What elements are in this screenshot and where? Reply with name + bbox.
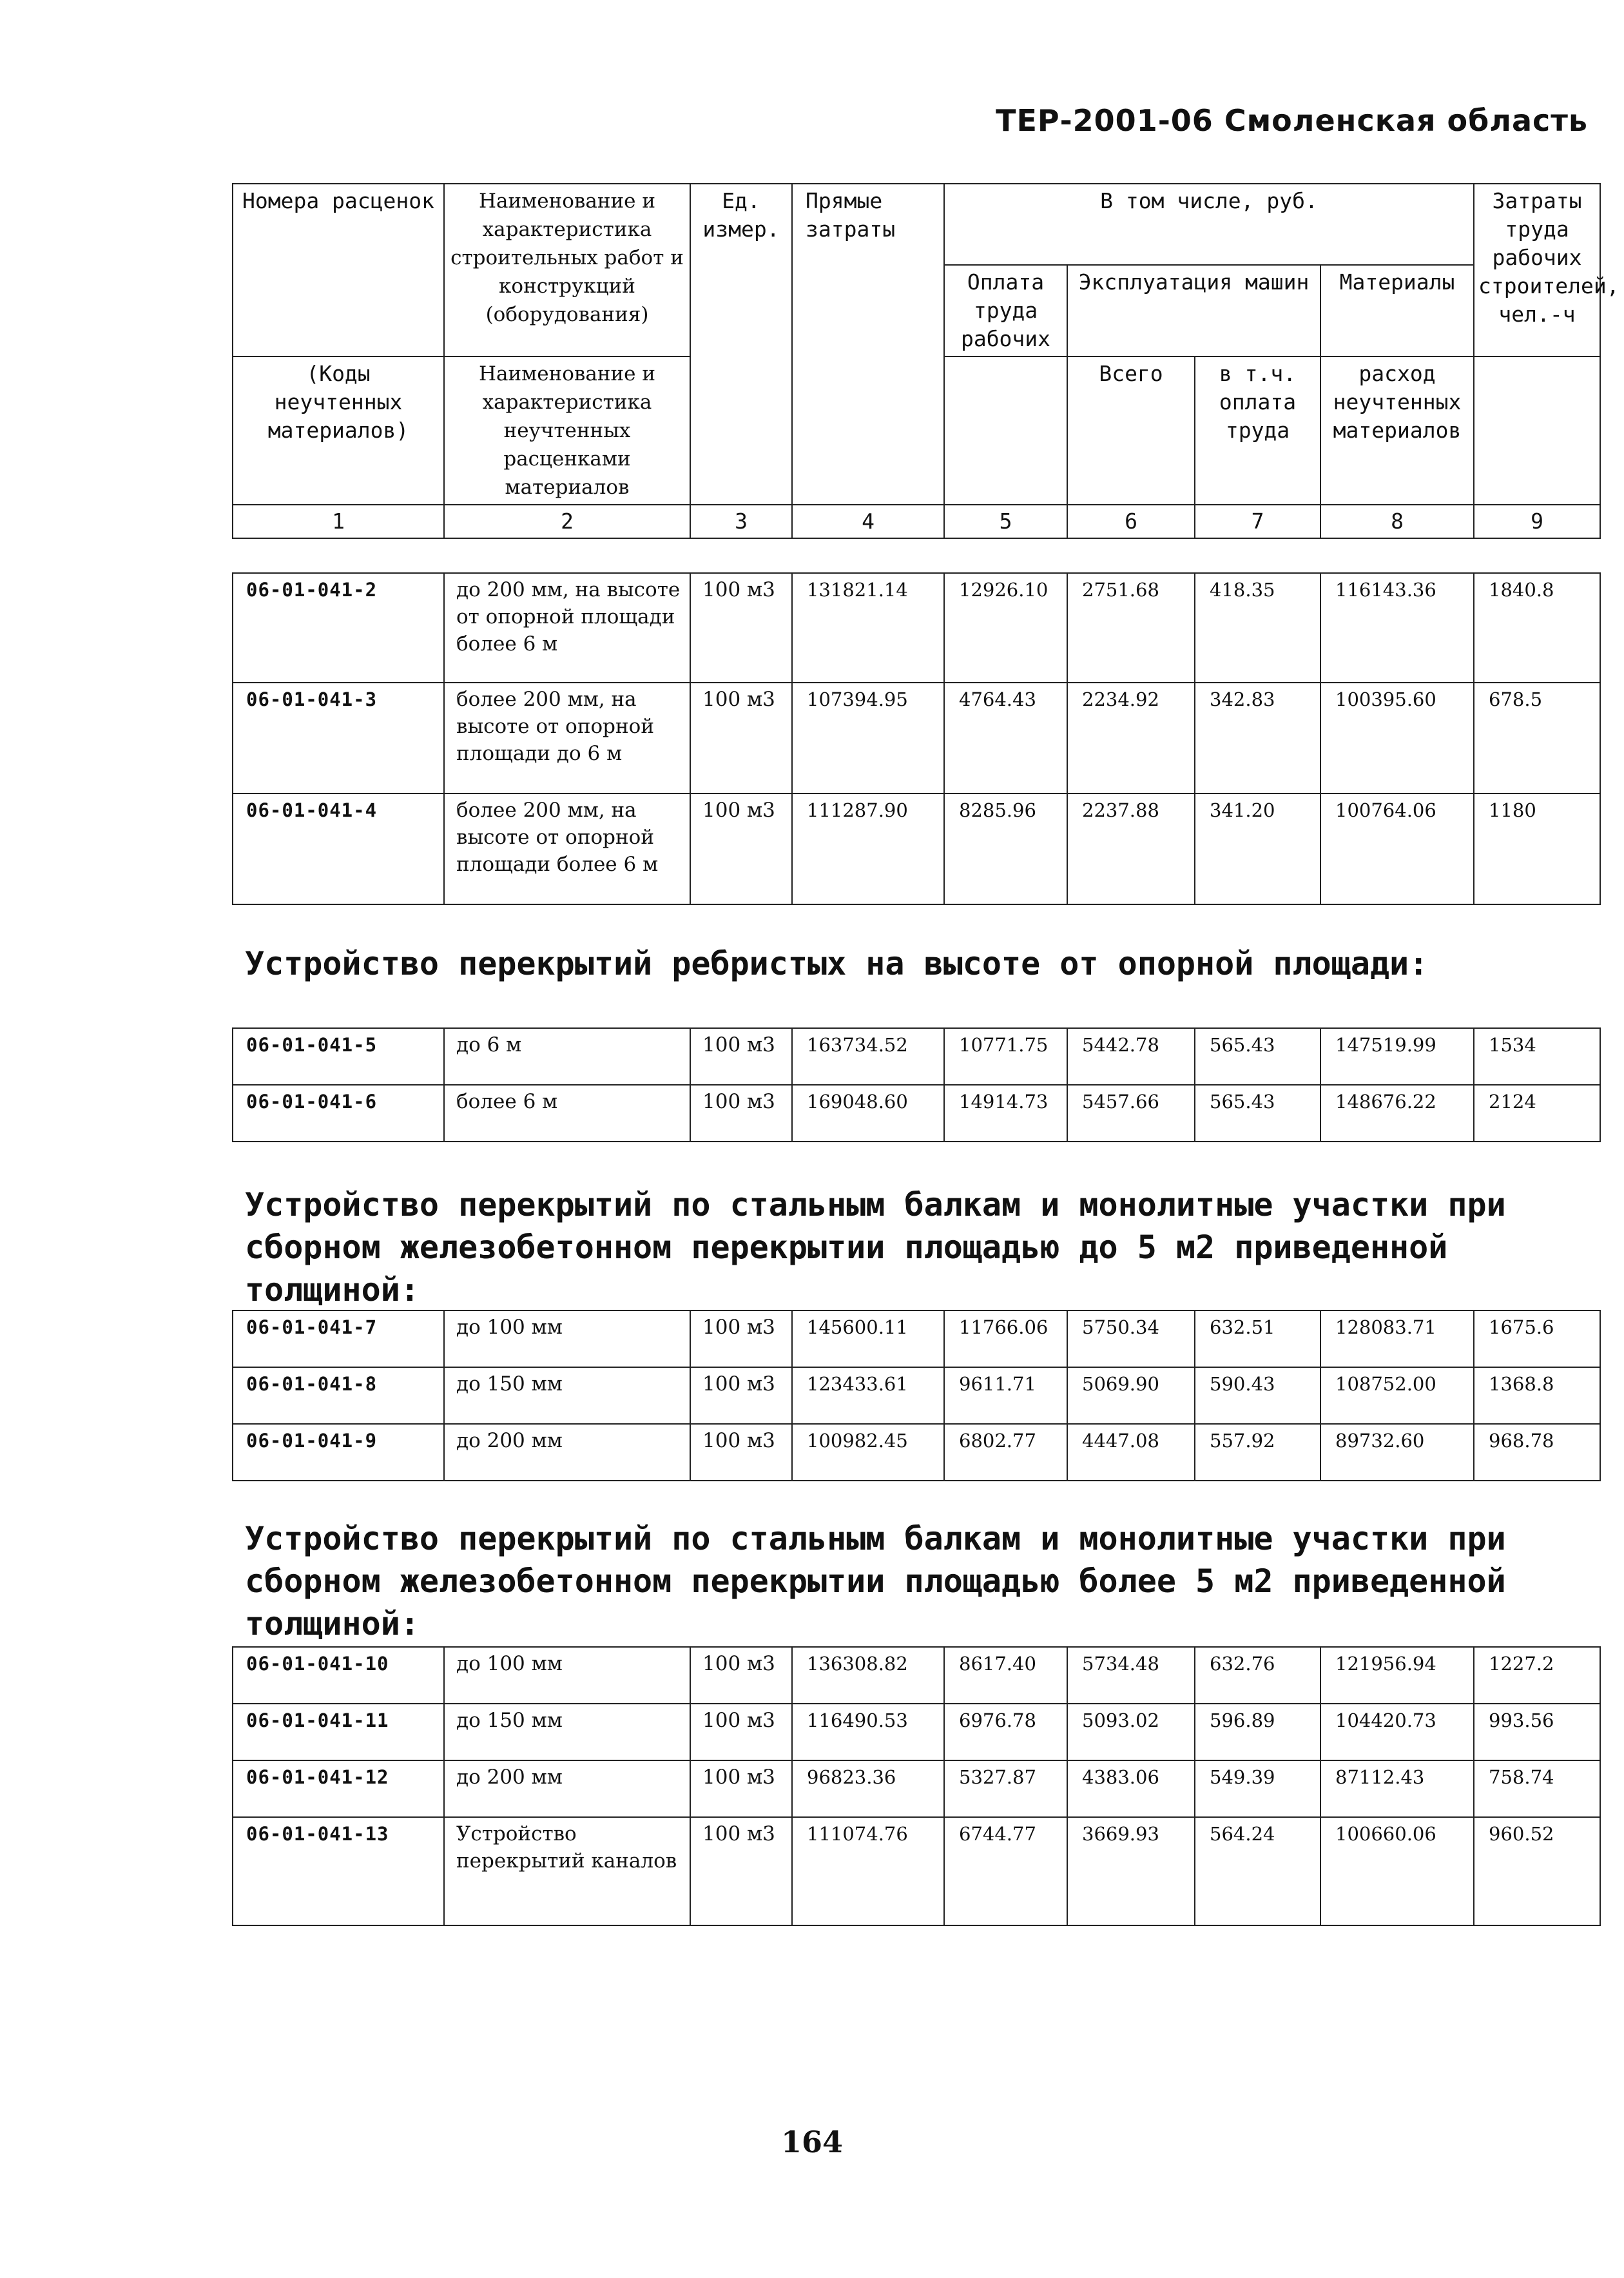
materials: 128083.71 bbox=[1320, 1310, 1474, 1367]
worker-pay: 10771.75 bbox=[944, 1028, 1067, 1085]
work-name: до 6 м bbox=[444, 1028, 690, 1085]
header-unaccounted-materials: Наименование и характеристика неучтенных расценками материалов bbox=[444, 356, 690, 505]
worker-pay: 12926.10 bbox=[944, 573, 1067, 683]
column-number: 6 bbox=[1067, 505, 1195, 538]
machines-total: 5442.78 bbox=[1067, 1028, 1195, 1085]
materials: 89732.60 bbox=[1320, 1424, 1474, 1481]
work-name: до 200 мм bbox=[444, 1424, 690, 1481]
rates-table bbox=[232, 1646, 1601, 1926]
table-row bbox=[233, 1028, 1600, 1085]
materials: 100660.06 bbox=[1320, 1817, 1474, 1925]
column-number: 3 bbox=[690, 505, 792, 538]
column-number: 1 bbox=[233, 505, 444, 538]
machines-total: 4383.06 bbox=[1067, 1760, 1195, 1817]
rate-code: 06-01-041-12 bbox=[233, 1760, 444, 1817]
header-labor-hours: Затраты труда рабочих строителей, чел.-ч bbox=[1474, 184, 1600, 356]
unit: 100 м3 bbox=[690, 683, 792, 793]
direct-costs: 136308.82 bbox=[792, 1647, 944, 1704]
table-row bbox=[233, 1367, 1600, 1424]
direct-costs: 116490.53 bbox=[792, 1704, 944, 1760]
unit: 100 м3 bbox=[690, 1028, 792, 1085]
machines-labor: 564.24 bbox=[1195, 1817, 1320, 1925]
machines-labor: 557.92 bbox=[1195, 1424, 1320, 1481]
header-machines-total: Всего bbox=[1067, 356, 1195, 505]
worker-pay: 8617.40 bbox=[944, 1647, 1067, 1704]
header-machines-labor: в т.ч. оплата труда bbox=[1195, 356, 1320, 505]
rates-table bbox=[232, 1027, 1601, 1142]
table-row bbox=[233, 793, 1600, 904]
column-number: 2 bbox=[444, 505, 690, 538]
unit: 100 м3 bbox=[690, 1647, 792, 1704]
rate-code: 06-01-041-10 bbox=[233, 1647, 444, 1704]
rate-code: 06-01-041-5 bbox=[233, 1028, 444, 1085]
direct-costs: 123433.61 bbox=[792, 1367, 944, 1424]
header-including-rub: В том числе, руб. bbox=[944, 184, 1474, 265]
labor-hours: 1534 bbox=[1474, 1028, 1600, 1085]
rate-code: 06-01-041-6 bbox=[233, 1085, 444, 1142]
worker-pay: 14914.73 bbox=[944, 1085, 1067, 1142]
work-name: до 100 мм bbox=[444, 1310, 690, 1367]
table-row bbox=[233, 1424, 1600, 1481]
header-empty-col9 bbox=[1474, 356, 1600, 505]
labor-hours: 1180 bbox=[1474, 793, 1600, 904]
column-number: 5 bbox=[944, 505, 1067, 538]
direct-costs: 145600.11 bbox=[792, 1310, 944, 1367]
machines-total: 5734.48 bbox=[1067, 1647, 1195, 1704]
machines-labor: 565.43 bbox=[1195, 1085, 1320, 1142]
unit: 100 м3 bbox=[690, 1085, 792, 1142]
work-name: более 200 мм, на высоте от опорной площади до 6 м bbox=[444, 683, 690, 793]
unit: 100 м3 bbox=[690, 1704, 792, 1760]
machines-labor: 341.20 bbox=[1195, 793, 1320, 904]
machines-labor: 590.43 bbox=[1195, 1367, 1320, 1424]
rate-code: 06-01-041-2 bbox=[233, 573, 444, 683]
header-empty-col5 bbox=[944, 356, 1067, 505]
materials: 108752.00 bbox=[1320, 1367, 1474, 1424]
header-material-codes: (Коды неучтенных материалов) bbox=[233, 356, 444, 505]
rate-code: 06-01-041-9 bbox=[233, 1424, 444, 1481]
worker-pay: 4764.43 bbox=[944, 683, 1067, 793]
materials: 100764.06 bbox=[1320, 793, 1474, 904]
direct-costs: 111074.76 bbox=[792, 1817, 944, 1925]
machines-total: 5750.34 bbox=[1067, 1310, 1195, 1367]
machines-labor: 418.35 bbox=[1195, 573, 1320, 683]
rates-table bbox=[232, 572, 1601, 905]
worker-pay: 6976.78 bbox=[944, 1704, 1067, 1760]
materials: 100395.60 bbox=[1320, 683, 1474, 793]
rate-code: 06-01-041-13 bbox=[233, 1817, 444, 1925]
machines-total: 2234.92 bbox=[1067, 683, 1195, 793]
materials: 87112.43 bbox=[1320, 1760, 1474, 1817]
section-title: Устройство перекрытий по стальным балкам и монолитные участки при сборном железобетонном перекрытии площадью более 5 м2 приведенной толщиной: bbox=[245, 1520, 1506, 1642]
machines-total: 2751.68 bbox=[1067, 573, 1195, 683]
table-row bbox=[233, 1817, 1600, 1925]
worker-pay: 11766.06 bbox=[944, 1310, 1067, 1367]
work-name: более 200 мм, на высоте от опорной площади более 6 м bbox=[444, 793, 690, 904]
header-worker-pay: Оплата труда рабочих bbox=[944, 265, 1067, 356]
machines-total: 5069.90 bbox=[1067, 1367, 1195, 1424]
rates-table bbox=[232, 1310, 1601, 1481]
rate-code: 06-01-041-8 bbox=[233, 1367, 444, 1424]
direct-costs: 107394.95 bbox=[792, 683, 944, 793]
worker-pay: 9611.71 bbox=[944, 1367, 1067, 1424]
unit: 100 м3 bbox=[690, 573, 792, 683]
table-row bbox=[233, 1310, 1600, 1367]
labor-hours: 758.74 bbox=[1474, 1760, 1600, 1817]
work-name: более 6 м bbox=[444, 1085, 690, 1142]
column-number: 8 bbox=[1320, 505, 1474, 538]
labor-hours: 678.5 bbox=[1474, 683, 1600, 793]
labor-hours: 993.56 bbox=[1474, 1704, 1600, 1760]
machines-labor: 549.39 bbox=[1195, 1760, 1320, 1817]
column-number: 9 bbox=[1474, 505, 1600, 538]
header-unit: Ед. измер. bbox=[690, 184, 792, 505]
direct-costs: 111287.90 bbox=[792, 793, 944, 904]
header-direct-costs: Прямые затраты bbox=[792, 184, 944, 505]
unit: 100 м3 bbox=[690, 1424, 792, 1481]
machines-total: 5093.02 bbox=[1067, 1704, 1195, 1760]
materials: 147519.99 bbox=[1320, 1028, 1474, 1085]
machines-labor: 632.51 bbox=[1195, 1310, 1320, 1367]
table-row bbox=[233, 1704, 1600, 1760]
labor-hours: 960.52 bbox=[1474, 1817, 1600, 1925]
labor-hours: 968.78 bbox=[1474, 1424, 1600, 1481]
rate-code: 06-01-041-3 bbox=[233, 683, 444, 793]
worker-pay: 8285.96 bbox=[944, 793, 1067, 904]
unit: 100 м3 bbox=[690, 1310, 792, 1367]
rate-code: 06-01-041-4 bbox=[233, 793, 444, 904]
materials: 148676.22 bbox=[1320, 1085, 1474, 1142]
machines-labor: 632.76 bbox=[1195, 1647, 1320, 1704]
header-materials: Материалы bbox=[1320, 265, 1474, 356]
materials: 116143.36 bbox=[1320, 573, 1474, 683]
header-work-name: Наименование и характеристика строительных работ и конструкций (оборудования) bbox=[444, 184, 690, 356]
section-title: Устройство перекрытий по стальным балкам и монолитные участки при сборном железобетонном перекрытии площадью до 5 м2 приведенной толщиной: bbox=[245, 1186, 1506, 1309]
machines-total: 4447.08 bbox=[1067, 1424, 1195, 1481]
worker-pay: 5327.87 bbox=[944, 1760, 1067, 1817]
rate-code: 06-01-041-7 bbox=[233, 1310, 444, 1367]
work-name: до 150 мм bbox=[444, 1367, 690, 1424]
column-header-table bbox=[232, 183, 1619, 539]
machines-labor: 596.89 bbox=[1195, 1704, 1320, 1760]
unit: 100 м3 bbox=[690, 1367, 792, 1424]
machines-labor: 342.83 bbox=[1195, 683, 1320, 793]
unit: 100 м3 bbox=[690, 1760, 792, 1817]
work-name: до 150 мм bbox=[444, 1704, 690, 1760]
work-name: до 200 мм bbox=[444, 1760, 690, 1817]
table-row bbox=[233, 1647, 1600, 1704]
worker-pay: 6802.77 bbox=[944, 1424, 1067, 1481]
work-name: до 100 мм bbox=[444, 1647, 690, 1704]
unit: 100 м3 bbox=[690, 793, 792, 904]
header-machine-operation: Эксплуатация машин bbox=[1067, 265, 1320, 356]
machines-total: 3669.93 bbox=[1067, 1817, 1195, 1925]
labor-hours: 1675.6 bbox=[1474, 1310, 1600, 1367]
page-header-title: ТЕР-2001-06 Смоленская область bbox=[996, 103, 1588, 138]
table-row bbox=[233, 1085, 1600, 1142]
labor-hours: 2124 bbox=[1474, 1085, 1600, 1142]
column-number: 4 bbox=[792, 505, 944, 538]
table-row bbox=[233, 683, 1600, 793]
rate-code: 06-01-041-11 bbox=[233, 1704, 444, 1760]
labor-hours: 1840.8 bbox=[1474, 573, 1600, 683]
materials: 121956.94 bbox=[1320, 1647, 1474, 1704]
direct-costs: 96823.36 bbox=[792, 1760, 944, 1817]
materials: 104420.73 bbox=[1320, 1704, 1474, 1760]
direct-costs: 131821.14 bbox=[792, 573, 944, 683]
machines-labor: 565.43 bbox=[1195, 1028, 1320, 1085]
machines-total: 2237.88 bbox=[1067, 793, 1195, 904]
worker-pay: 6744.77 bbox=[944, 1817, 1067, 1925]
page-number: 164 bbox=[780, 2125, 844, 2159]
column-number: 7 bbox=[1195, 505, 1320, 538]
header-rate-numbers: Номера расценок bbox=[233, 184, 444, 356]
header-materials-consumption: расход неучтенных материалов bbox=[1320, 356, 1474, 505]
section-title: Устройство перекрытий ребристых на высоте от опорной площади: bbox=[245, 945, 1429, 982]
labor-hours: 1368.8 bbox=[1474, 1367, 1600, 1424]
direct-costs: 100982.45 bbox=[792, 1424, 944, 1481]
table-row bbox=[233, 1760, 1600, 1817]
work-name: Устройство перекрытий каналов bbox=[444, 1817, 690, 1925]
work-name: до 200 мм, на высоте от опорной площади более 6 м bbox=[444, 573, 690, 683]
machines-total: 5457.66 bbox=[1067, 1085, 1195, 1142]
direct-costs: 169048.60 bbox=[792, 1085, 944, 1142]
direct-costs: 163734.52 bbox=[792, 1028, 944, 1085]
table-row bbox=[233, 573, 1600, 683]
unit: 100 м3 bbox=[690, 1817, 792, 1925]
labor-hours: 1227.2 bbox=[1474, 1647, 1600, 1704]
